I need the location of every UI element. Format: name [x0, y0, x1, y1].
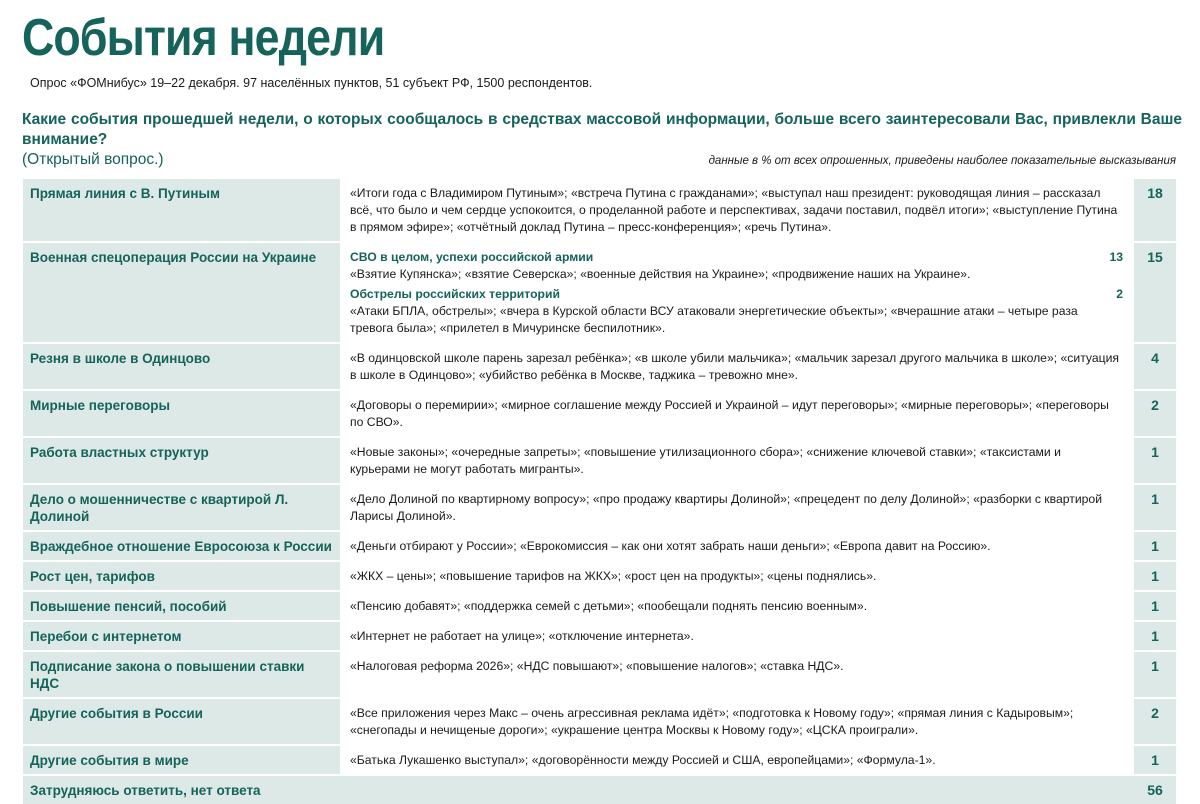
row-category: Подписание закона о повышении ставки НДС: [23, 652, 340, 697]
row-value: 18: [1134, 179, 1176, 241]
subgroup-header: [350, 249, 1123, 266]
row-value: 4: [1134, 344, 1176, 389]
results-table: [23, 177, 1176, 804]
row-category: Мирные переговоры: [23, 391, 340, 436]
row-category: Дело о мошенничестве с квартирой Л. Долиной: [23, 485, 340, 530]
row-value: 1: [1134, 562, 1176, 590]
row-category: Рост цен, тарифов: [23, 562, 340, 590]
subgroup-title: СВО в целом, успехи российской армии: [350, 250, 594, 264]
row-value: 1: [1134, 485, 1176, 530]
table-row: [23, 620, 1176, 650]
row-value: 2: [1134, 699, 1176, 744]
row-description: «Интернет не работает на улице»; «отключение интернета».: [343, 622, 1131, 650]
row-value: 1: [1134, 652, 1176, 697]
row-category: Повышение пенсий, пособий: [23, 592, 340, 620]
row-value: 2: [1134, 391, 1176, 436]
row-value: 1: [1134, 622, 1176, 650]
row-category: Работа властных структур: [23, 438, 340, 483]
question-text: Какие события прошедшей недели, о которых сообщалось в средствах массовой информации, больше всего заинтересовали Вас, привлекли Ваше внимание?: [22, 111, 1182, 148]
row-category: Другие события в мире: [23, 746, 340, 774]
row-description: «Дело Долиной по квартирному вопросу»; «про продажу квартиры Долиной»; «прецедент по делу Долиной»; «разборки с квартирой Ларисы Долиной».: [343, 485, 1131, 530]
subgroup-description: «Взятие Купянска»; «взятие Северска»; «военные действия на Украине»; «продвижение наших на Украине».: [350, 267, 971, 281]
row-value: 1: [1134, 532, 1176, 560]
subgroup: [350, 286, 1123, 337]
row-category: Перебои с интернетом: [23, 622, 340, 650]
table-row: [23, 744, 1176, 774]
subgroup-description: «Атаки БПЛА, обстрелы»; «вчера в Курской области ВСУ атаковали энергетические объекты»; «вчерашние атаки – четыре раза тревога была»; «прилетел в Мичуринске беспилотник».: [350, 304, 1078, 335]
subgroup: [350, 249, 1123, 283]
table-row: [23, 177, 1176, 241]
table-row: [23, 389, 1176, 436]
row-category: Военная спецоперация России на Украине: [23, 243, 340, 342]
row-value: 15: [1134, 243, 1176, 342]
row-value: 1: [1134, 746, 1176, 774]
row-description: «Новые законы»; «очередные запреты»; «повышение утилизационного сбора»; «снижение ключевой ставки»; «таксистами и курьерами не могут работать мигранты».: [343, 438, 1131, 483]
row-description: [343, 243, 1131, 342]
row-description: «Договоры о перемирии»; «мирное соглашение между Россией и Украиной – идут переговоры»; «мирные переговоры»; «переговоры по СВО».: [343, 391, 1131, 436]
table-row: [23, 483, 1176, 530]
row-description: «Деньги отбирают у России»; «Еврокомиссия – как они хотят забрать наши деньги»; «Европа давит на Россию».: [343, 532, 1131, 560]
data-note: данные в % от всех опрошенных, приведены наиболее показательные высказывания: [708, 155, 1176, 167]
table-row: [23, 697, 1176, 744]
subgroup-title: Обстрелы российских территорий: [350, 287, 560, 301]
table-row: [23, 241, 1176, 342]
total-row: [23, 774, 1176, 804]
table-row: [23, 590, 1176, 620]
row-category: Прямая линия с В. Путиным: [23, 179, 340, 241]
subgroup-value: 2: [1116, 287, 1123, 301]
row-description: «Батька Лукашенко выступал»; «договорённости между Россией и США, европейцами»; «Формула-1».: [343, 746, 1131, 774]
total-category: Затрудняюсь ответить, нет ответа: [23, 776, 1131, 804]
row-description: «Пенсию добавят»; «поддержка семей с детьми»; «пообещали поднять пенсию военным».: [343, 592, 1131, 620]
page-title: События недели: [22, 9, 385, 67]
subgroup-value: 13: [1109, 250, 1123, 264]
row-description: «Итоги года с Владимиром Путиным»; «встреча Путина с гражданами»; «выступал наш президент: руководящая линия – рассказал всё, что было и чем сердце успокоится, о проделанной работе и перспективах, задачи поставил, подвёл итоги»; «выступление Путина в прямом эфире»; «отчётный доклад Путина – пресс-конференция»; «речь Путина».: [343, 179, 1131, 241]
row-description: «Все приложения через Макс – очень агрессивная реклама идёт»; «подготовка к Новому году»; «прямая линия с Кадыровым»; «снегопады и нечищеные дороги»; «украшение центра Москвы к Новому году»; «ЦСКА проиграли».: [343, 699, 1131, 744]
row-description: «В одинцовской школе парень зарезал ребёнка»; «в школе убили мальчика»; «мальчик зарезал другого мальчика в школе»; «ситуация в школе в Одинцово»; «убийство ребёнка в Москве, таджика – тревожно мне».: [343, 344, 1131, 389]
row-value: 1: [1134, 438, 1176, 483]
row-category: Враждебное отношение Евросоюза к России: [23, 532, 340, 560]
table-row: [23, 530, 1176, 560]
row-description: «Налоговая реформа 2026»; «НДС повышают»; «повышение налогов»; «ставка НДС».: [343, 652, 1131, 697]
question-type-note: (Открытый вопрос.): [22, 151, 164, 168]
table-row: [23, 342, 1176, 389]
survey-info: Опрос «ФОМнибус» 19–22 декабря. 97 населённых пунктов, 51 субъект РФ, 1500 респондентов.: [30, 76, 593, 90]
row-value: 1: [1134, 592, 1176, 620]
total-value: 56: [1147, 782, 1163, 798]
subgroup-header: [350, 286, 1123, 303]
row-category: Другие события в России: [23, 699, 340, 744]
row-category: Резня в школе в Одинцово: [23, 344, 340, 389]
table-row: [23, 650, 1176, 697]
table-row: [23, 436, 1176, 483]
table-row: [23, 560, 1176, 590]
row-description: «ЖКХ – цены»; «повышение тарифов на ЖКХ»; «рост цен на продукты»; «цены поднялись».: [343, 562, 1131, 590]
